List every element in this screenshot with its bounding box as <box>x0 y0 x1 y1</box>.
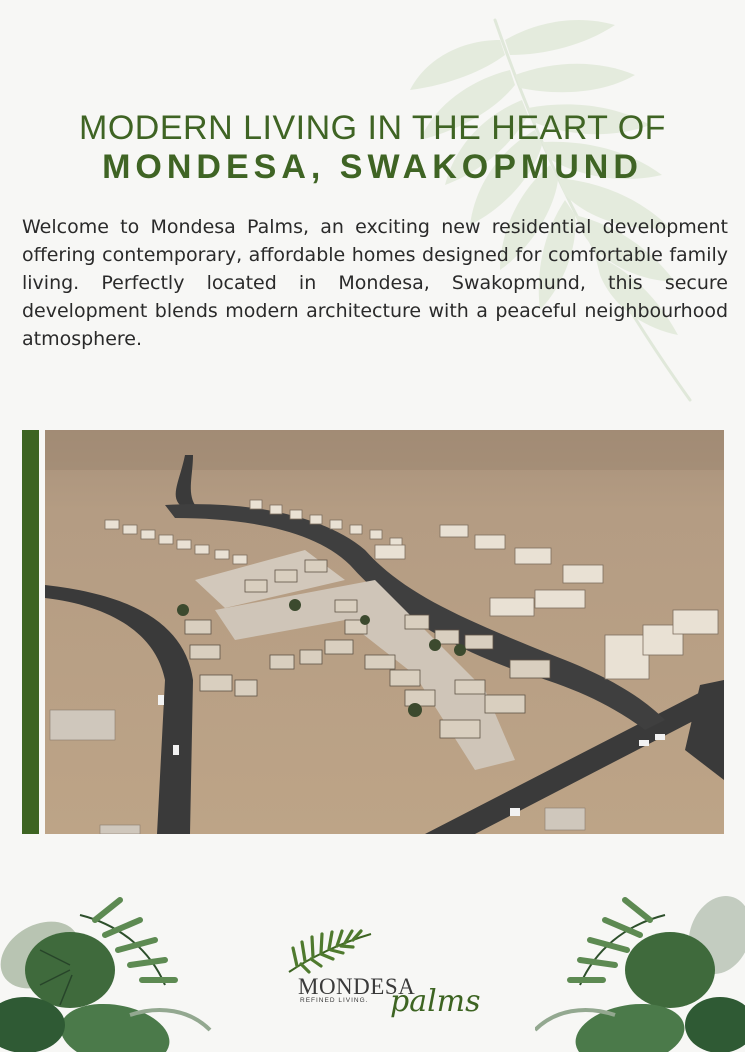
headline-line-2: MONDESA, SWAKOPMUND <box>102 148 643 186</box>
intro-paragraph: Welcome to Mondesa Palms, an exciting new residential development offering contemporary, affordable homes designed for comfortable family living. Perfectly located in Mondesa, Swakopmund, this secure development blends modern architecture with a peaceful neighbourhood atmosphere. <box>22 216 728 350</box>
monstera-leaf-icon <box>0 895 215 1052</box>
headline-line-1: MODERN LIVING IN THE HEART OF <box>79 109 666 147</box>
accent-bar <box>22 430 39 834</box>
palm-leaf-icon <box>285 928 375 976</box>
monstera-leaf-icon <box>535 895 745 1052</box>
logo-wordmark: MONDESA <box>298 974 416 999</box>
logo-script: palms <box>390 984 481 1019</box>
background-palm-leaf-icon <box>400 0 745 420</box>
aerial-development-image <box>45 430 724 834</box>
page-headline <box>0 108 745 186</box>
mondesa-palms-logo <box>270 928 485 1038</box>
logo-tagline: REFINED LIVING. <box>300 997 369 1004</box>
